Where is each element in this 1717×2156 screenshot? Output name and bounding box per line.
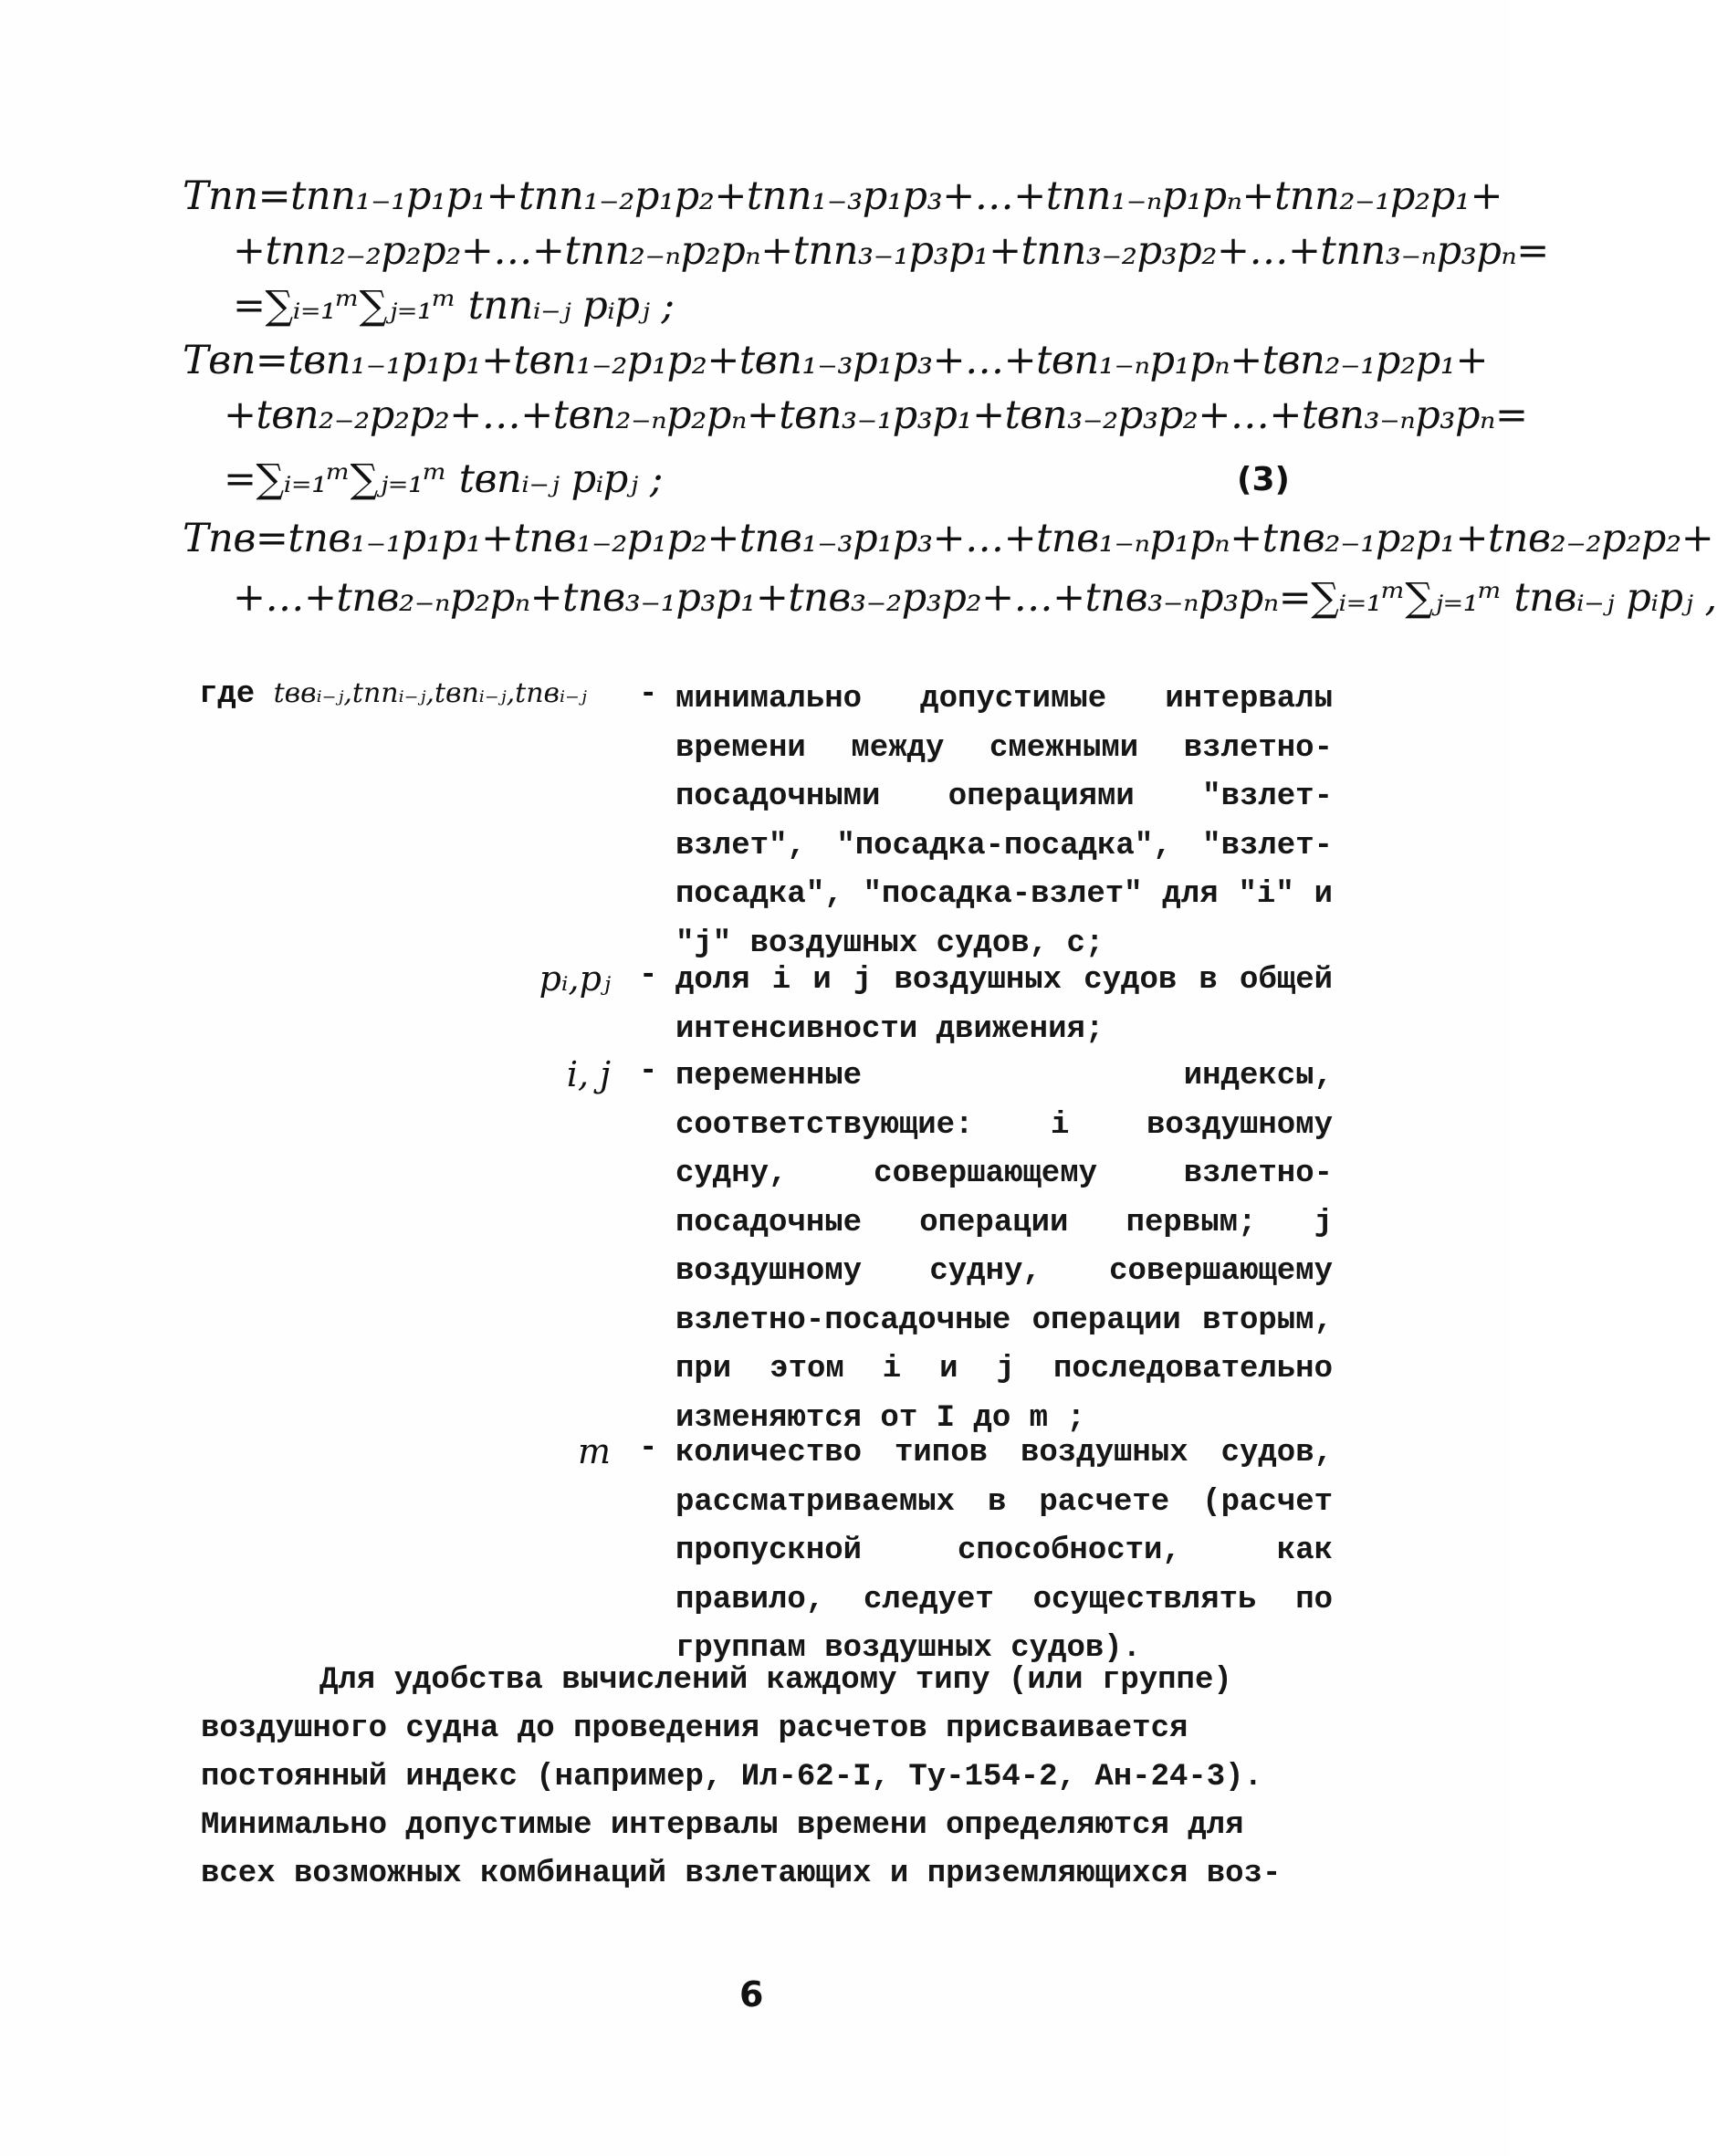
formula-line-1: Tпп=tпп₁₋₁p₁p₁+tпп₁₋₂p₁p₂+tпп₁₋₃p₁p₃+…+tпп₁₋ₙp₁pₙ+tпп₂₋₁p₂p₁+: [183, 173, 1502, 219]
formula-line-4: Tвп=tвп₁₋₁p₁p₁+tвп₁₋₂p₁p₂+tвп₁₋₃p₁p₃+…+tвп₁₋ₙp₁pₙ+tвп₂₋₁p₂p₁+: [183, 338, 1488, 383]
formula-line-7: Tпв=tпв₁₋₁p₁p₁+tпв₁₋₂p₁p₂+tпв₁₋₃p₁p₃+…+tпв₁₋ₙp₁pₙ+tпв₂₋₁p₂p₁+tпв₂₋₂p₂p₂+: [183, 516, 1714, 561]
legend-definition-indices: переменные индексы, соответствующие: i воздушному судну, совершающему взлетно-посадочные операции первым; j воздушному судну, совершающему взлетно-посадочные операции вторым, при этом i и j последовательно изменяются от I до m ;: [675, 1059, 1333, 1436]
legend-symbol-m: m: [577, 1431, 611, 1471]
legend-definition-shares: доля i и j воздушных судов в общей интенсивности движения;: [675, 963, 1333, 1047]
legend-dash-1: -: [639, 677, 658, 712]
page-number: 6: [739, 1974, 764, 2015]
formula-line-5: +tвп₂₋₂p₂p₂+…+tвп₂₋ₙp₂pₙ+tвп₃₋₁p₃p₁+tвп₃₋₂p₃p₂+…+tвп₃₋ₙp₃pₙ=: [224, 392, 1528, 438]
formula-line-8: +…+tпв₂₋ₙp₂pₙ+tпв₃₋₁p₃p₁+tпв₃₋₂p₃p₂+…+tпв₃₋ₙp₃pₙ=∑ᵢ₌₁ᵐ∑ⱼ₌₁ᵐ tпвᵢ₋ⱼ pᵢpⱼ ,: [233, 575, 1717, 621]
body-paragraph: Для удобства вычислений каждому типу (или группе) воздушного судна до проведения расчетов присваивается постоянный индекс (например, Ил-62-I, Ту-154-2, Ан-24-3). Минимально допустимые интервалы времени определяются для всех возможных комбинаций взлетающих и приземляющихся воз-: [201, 1663, 1282, 1891]
legend-dash-2: -: [639, 958, 658, 993]
legend-symbol-indices: i, j: [566, 1054, 611, 1094]
legend-where-label: где tввᵢ₋ⱼ,tппᵢ₋ⱼ,tвпᵢ₋ⱼ,tпвᵢ₋ⱼ: [199, 677, 587, 712]
legend-dash-3: -: [639, 1054, 658, 1089]
legend-dash-4: -: [639, 1431, 658, 1466]
equation-number: (3): [1237, 461, 1290, 498]
formula-line-2: +tпп₂₋₂p₂p₂+…+tпп₂₋ₙp₂pₙ+tпп₃₋₁p₃p₁+tпп₃₋₂p₃p₂+…+tпп₃₋ₙp₃pₙ=: [233, 228, 1549, 274]
legend-definition-m: количество типов воздушных судов, рассматриваемых в расчете (расчет пропускной способности, как правило, следует осуществлять по группам воздушных судов).: [675, 1436, 1333, 1666]
legend-symbol-shares: pᵢ,pⱼ: [539, 958, 611, 999]
formula-line-3: =∑ᵢ₌₁ᵐ∑ⱼ₌₁ᵐ tппᵢ₋ⱼ pᵢpⱼ ;: [233, 283, 675, 329]
legend-definition-intervals: минимально допустимые интервалы времени между смежными взлетно-посадочными операциями "взлет-взлет", "посадка-посадка", "взлет-посадка", "посадка-взлет" для "i" и "j" воздушных судов, с;: [675, 682, 1333, 961]
formula-line-6: =∑ᵢ₌₁ᵐ∑ⱼ₌₁ᵐ tвпᵢ₋ⱼ pᵢpⱼ ;: [224, 456, 663, 502]
